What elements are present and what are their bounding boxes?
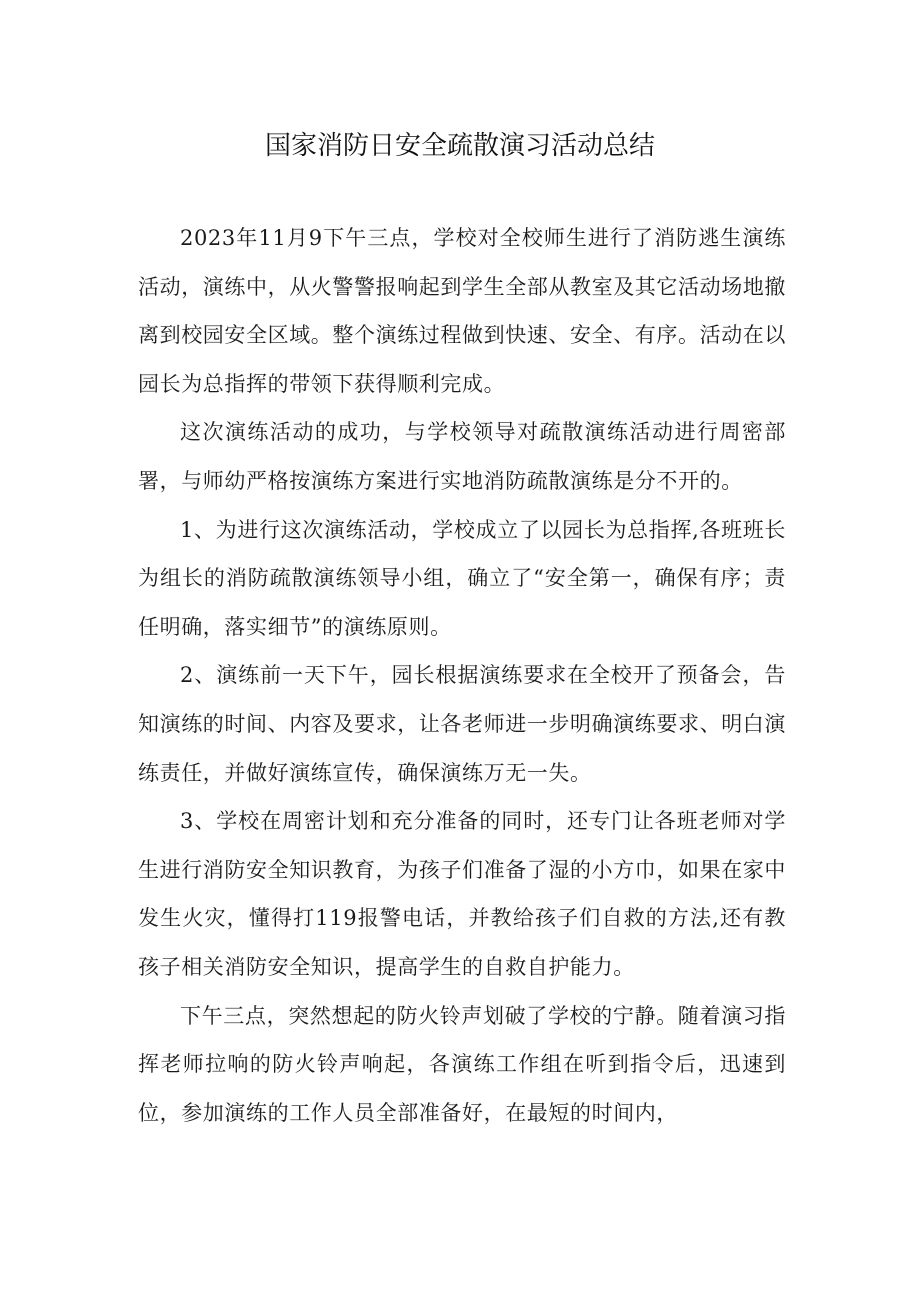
paragraph-point-1: 1、为进行这次演练活动，学校成立了以园长为总指挥,各班班长为组长的消防疏散演练领导小组，确立了“安全第一，确保有序；责任明确，落实细节”的演练原则。 xyxy=(138,517,786,639)
paragraph-drill-start: 下午三点，突然想起的防火铃声划破了学校的宁静。随着演习指挥老师拉响的防火铃声响起，各演练工作组在听到指令后，迅速到位，参加演练的工作人员全部准备好，在最短的时间内， xyxy=(138,1003,786,1125)
document-body xyxy=(138,214,786,1137)
paragraph-point-2: 2、演练前一天下午，园长根据演练要求在全校开了预备会，告知演练的时间、内容及要求，让各老师进一步明确演练要求、明白演练责任，并做好演练宣传，确保演练万无一失。 xyxy=(138,663,786,785)
paragraph-success-reason: 这次演练活动的成功，与学校领导对疏散演练活动进行周密部署，与师幼严格按演练方案进行实地消防疏散演练是分不开的。 xyxy=(138,420,786,493)
document-title: 国家消防日安全疏散演习活动总结 xyxy=(264,131,655,161)
paragraph-point-3: 3、学校在周密计划和充分准备的同时，还专门让各班老师对学生进行消防安全知识教育，为孩子们准备了湿的小方巾，如果在家中发生火灾，懂得打119报警电话，并教给孩子们自救的方法,还有教孩子相关消防安全知识，提高学生的自救自护能力。 xyxy=(138,809,786,979)
paragraph-drill-overview: 2023年11月9下午三点，学校对全校师生进行了消防逃生演练活动，演练中，从火警警报响起到学生全部从教室及其它活动场地撤离到校园安全区域。整个演练过程做到快速、安全、有序。活动在以园长为总指挥的带领下获得顺利完成。 xyxy=(138,226,786,396)
